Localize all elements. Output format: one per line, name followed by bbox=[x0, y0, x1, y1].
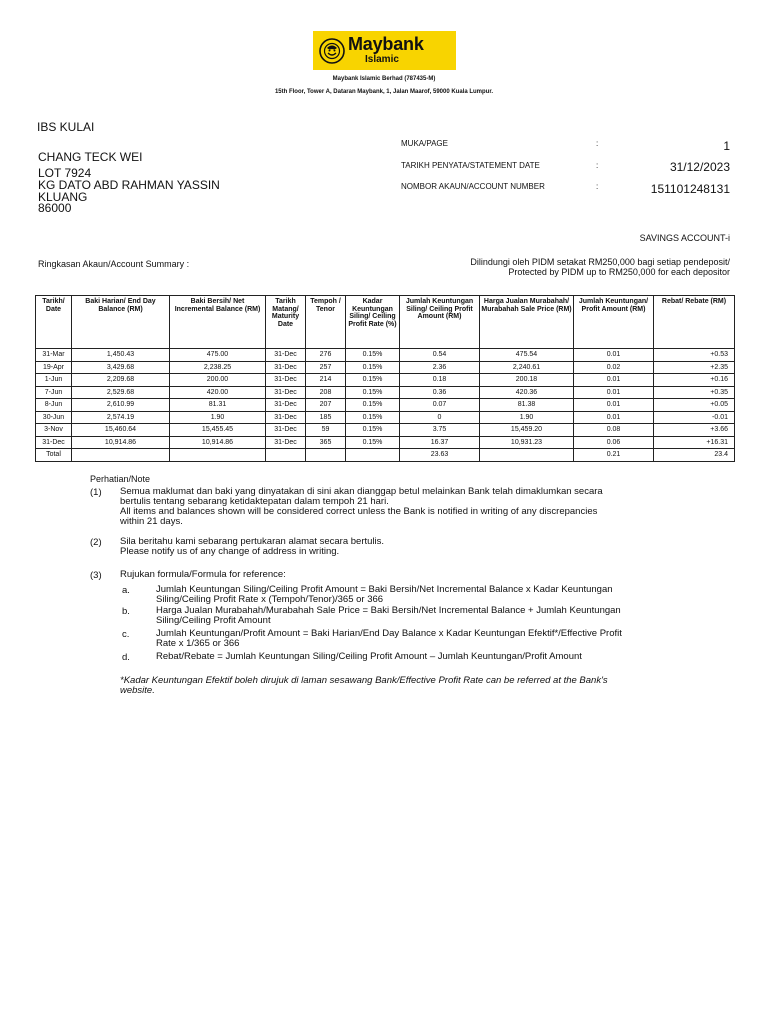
summary-heading: Ringkasan Akaun/Account Summary : bbox=[38, 259, 190, 269]
formula-a-line-1: Jumlah Keuntungan Siling/Ceiling Profit Amount = Baki Bersih/Net Incremental Balance x Kadar Keuntungan bbox=[156, 584, 613, 595]
table-cell: 0.06 bbox=[574, 436, 654, 449]
table-cell: 2,529.68 bbox=[72, 386, 170, 399]
tiger-emblem-icon bbox=[319, 38, 345, 64]
column-header: Jumlah Keuntungan Siling/ Ceiling Profit Amount (RM) bbox=[400, 296, 480, 349]
table-cell: 31-Dec bbox=[266, 411, 306, 424]
company-name: Maybank Islamic Berhad (787435-M) bbox=[332, 76, 436, 82]
table-cell bbox=[170, 449, 266, 462]
note-1-number: (1) bbox=[90, 487, 102, 498]
formula-b-letter: b. bbox=[122, 606, 130, 617]
table-row bbox=[36, 424, 735, 437]
table-cell: 214 bbox=[306, 374, 346, 387]
table-cell: 31-Dec bbox=[266, 386, 306, 399]
table-cell: +3.66 bbox=[654, 424, 735, 437]
formula-d-line-1: Rebat/Rebate = Jumlah Keuntungan Siling/Ceiling Profit Amount – Jumlah Keuntungan/Profit Amount bbox=[156, 651, 582, 662]
table-cell: 2,209.68 bbox=[72, 374, 170, 387]
formula-b-line-1: Harga Jualan Murabahah/Murabahah Sale Price = Baki Bersih/Net Incremental Balance + Jumlah Keuntungan bbox=[156, 605, 621, 616]
table-cell: 19-Apr bbox=[36, 361, 72, 374]
table-row bbox=[36, 349, 735, 362]
table-cell: 207 bbox=[306, 399, 346, 412]
table-cell: 257 bbox=[306, 361, 346, 374]
pidm-line-2: Protected by PIDM up to RM250,000 for each depositor bbox=[508, 267, 730, 277]
table-cell: +0.05 bbox=[654, 399, 735, 412]
formula-a bbox=[156, 585, 676, 605]
table-cell: 0.15% bbox=[346, 349, 400, 362]
table-cell: 3,429.68 bbox=[72, 361, 170, 374]
table-row bbox=[36, 374, 735, 387]
table-cell: 0.01 bbox=[574, 386, 654, 399]
account-number-value: 151101248131 bbox=[650, 182, 730, 196]
logo-wordmark: Maybank bbox=[348, 34, 424, 54]
formula-c-line-1: Jumlah Keuntungan/Profit Amount = Baki Harian/End Day Balance x Kadar Keuntungan Efektif*/Effective Profit bbox=[156, 628, 622, 639]
column-header: Tempoh / Tenor bbox=[306, 296, 346, 349]
note-1-line-3: All items and balances shown will be considered correct unless the Bank is notified in writing of any discrepancies bbox=[120, 506, 598, 517]
customer-name: CHANG TECK WEI bbox=[38, 150, 143, 164]
table-cell: +0.16 bbox=[654, 374, 735, 387]
formula-d bbox=[156, 652, 676, 662]
table-cell: 185 bbox=[306, 411, 346, 424]
address-line-3: KLUANG bbox=[38, 190, 88, 204]
pidm-line-1: Dilindungi oleh PIDM setakat RM250,000 bagi setiap pendeposit/ bbox=[470, 257, 730, 267]
table-cell: 81.38 bbox=[480, 399, 574, 412]
table-cell: 2,238.25 bbox=[170, 361, 266, 374]
notes-section bbox=[90, 474, 150, 484]
table-cell: 59 bbox=[306, 424, 346, 437]
table-cell bbox=[480, 449, 574, 462]
column-header: Tarikh Matang/ Maturity Date bbox=[266, 296, 306, 349]
table-cell: 0.01 bbox=[574, 399, 654, 412]
table-cell: 15,459.20 bbox=[480, 424, 574, 437]
table-cell: 0.15% bbox=[346, 386, 400, 399]
table-cell: +0.53 bbox=[654, 349, 735, 362]
table-cell: 0.18 bbox=[400, 374, 480, 387]
footnote bbox=[120, 676, 690, 696]
branch-name: IBS KULAI bbox=[37, 120, 95, 134]
table-cell: 1.90 bbox=[480, 411, 574, 424]
company-address: 15th Floor, Tower A, Dataran Maybank, 1, Jalan Maarof, 59000 Kuala Lumpur. bbox=[274, 89, 494, 95]
table-cell: -0.01 bbox=[654, 411, 735, 424]
column-header: Baki Harian/ End Day Balance (RM) bbox=[72, 296, 170, 349]
table-cell: 1,450.43 bbox=[72, 349, 170, 362]
table-cell: 31-Dec bbox=[266, 399, 306, 412]
table-cell: 0.54 bbox=[400, 349, 480, 362]
table-cell: +2.35 bbox=[654, 361, 735, 374]
table-cell: 420.00 bbox=[170, 386, 266, 399]
note-2-line-1: Sila beritahu kami sebarang pertukaran alamat secara bertulis. bbox=[120, 536, 385, 547]
formula-c-line-2: Rate x 1/365 or 366 bbox=[156, 638, 240, 649]
logo-subtitle: Islamic bbox=[365, 54, 399, 65]
table-cell: 0.15% bbox=[346, 399, 400, 412]
table-cell: 16.37 bbox=[400, 436, 480, 449]
table-cell: 475.00 bbox=[170, 349, 266, 362]
table-cell: 2,240.61 bbox=[480, 361, 574, 374]
note-3-title: Rujukan formula/Formula for reference: bbox=[120, 569, 286, 580]
note-2 bbox=[120, 537, 680, 557]
formula-c bbox=[156, 629, 676, 649]
table-cell: 200.18 bbox=[480, 374, 574, 387]
page-value: 1 bbox=[723, 139, 730, 153]
note-3-number: (3) bbox=[90, 570, 102, 581]
table-cell bbox=[72, 449, 170, 462]
table-row bbox=[36, 386, 735, 399]
table-cell: 8-Jun bbox=[36, 399, 72, 412]
table-cell: 31-Dec bbox=[266, 374, 306, 387]
table-cell: 31-Dec bbox=[266, 361, 306, 374]
table-cell: 10,931.23 bbox=[480, 436, 574, 449]
note-1 bbox=[120, 487, 680, 527]
pidm-notice bbox=[470, 257, 730, 277]
table-cell: 1-Jun bbox=[36, 374, 72, 387]
table-cell: 2,610.99 bbox=[72, 399, 170, 412]
note-2-number: (2) bbox=[90, 537, 102, 548]
table-cell: 31-Dec bbox=[266, 349, 306, 362]
account-type: SAVINGS ACCOUNT-i bbox=[639, 233, 730, 243]
table-cell bbox=[346, 449, 400, 462]
table-cell: 23.63 bbox=[400, 449, 480, 462]
table-cell: 0.15% bbox=[346, 411, 400, 424]
page-label: MUKA/PAGE bbox=[401, 139, 448, 148]
note-1-line-1: Semua maklumat dan baki yang dinyatakan di sini akan dianggap betul melainkan Bank telah dimaklumkan secara bbox=[120, 486, 603, 497]
account-number-label: NOMBOR AKAUN/ACCOUNT NUMBER bbox=[401, 182, 545, 191]
table-cell: 0.21 bbox=[574, 449, 654, 462]
table-cell: 0.15% bbox=[346, 361, 400, 374]
table-cell: 0.02 bbox=[574, 361, 654, 374]
column-header: Tarikh/ Date bbox=[36, 296, 72, 349]
formula-b bbox=[156, 606, 676, 626]
table-cell: 0.07 bbox=[400, 399, 480, 412]
table-header-row bbox=[36, 296, 735, 349]
table-cell: 10,914.86 bbox=[72, 436, 170, 449]
table-cell: 31-Dec bbox=[36, 436, 72, 449]
formula-a-letter: a. bbox=[122, 585, 130, 596]
address-line-1: LOT 7924 bbox=[38, 166, 92, 180]
address-line-4: 86000 bbox=[38, 201, 72, 215]
table-cell: 0.36 bbox=[400, 386, 480, 399]
table-cell: 3.75 bbox=[400, 424, 480, 437]
table-cell: 31-Dec bbox=[266, 436, 306, 449]
table-cell: 0.15% bbox=[346, 374, 400, 387]
table-row bbox=[36, 411, 735, 424]
table-cell: 0.08 bbox=[574, 424, 654, 437]
formula-c-letter: c. bbox=[122, 629, 130, 640]
account-summary-table bbox=[35, 295, 735, 462]
table-cell: 276 bbox=[306, 349, 346, 362]
notes-title: Perhatian/Note bbox=[90, 474, 151, 484]
footnote-line-1: *Kadar Keuntungan Efektif boleh dirujuk di laman sesawang Bank/Effective Profit Rate can be referred at the Bank's bbox=[120, 675, 608, 686]
table-cell: 200.00 bbox=[170, 374, 266, 387]
table-cell: 31-Mar bbox=[36, 349, 72, 362]
column-header: Kadar Keuntungan Siling/ Ceiling Profit Rate (%) bbox=[346, 296, 400, 349]
table-cell bbox=[306, 449, 346, 462]
page-colon: : bbox=[596, 139, 599, 148]
column-header: Jumlah Keuntungan/ Profit Amount (RM) bbox=[574, 296, 654, 349]
table-cell bbox=[266, 449, 306, 462]
table-cell: +16.31 bbox=[654, 436, 735, 449]
maybank-logo bbox=[313, 31, 456, 70]
table-cell: 23.4 bbox=[654, 449, 735, 462]
table-row bbox=[36, 436, 735, 449]
table-cell: 0 bbox=[400, 411, 480, 424]
column-header: Harga Jualan Murabahah/ Murabahah Sale Price (RM) bbox=[480, 296, 574, 349]
table-cell: 10,914.86 bbox=[170, 436, 266, 449]
table-cell: 0.01 bbox=[574, 349, 654, 362]
table-cell: 81.31 bbox=[170, 399, 266, 412]
table-cell: 2.36 bbox=[400, 361, 480, 374]
table-cell: 0.01 bbox=[574, 411, 654, 424]
address-line-2: KG DATO ABD RAHMAN YASSIN bbox=[38, 178, 220, 192]
column-header: Rebat/ Rebate (RM) bbox=[654, 296, 735, 349]
table-cell: 3-Nov bbox=[36, 424, 72, 437]
table-cell: 7-Jun bbox=[36, 386, 72, 399]
table-row bbox=[36, 399, 735, 412]
statement-date-value: 31/12/2023 bbox=[669, 160, 730, 174]
table-cell: 365 bbox=[306, 436, 346, 449]
table-cell: 15,455.45 bbox=[170, 424, 266, 437]
table-cell: 1.90 bbox=[170, 411, 266, 424]
formula-b-line-2: Siling/Ceiling Profit Amount bbox=[156, 615, 271, 626]
table-cell: 2,574.19 bbox=[72, 411, 170, 424]
table-row bbox=[36, 361, 735, 374]
footnote-line-2: website. bbox=[120, 685, 155, 696]
table-cell: 31-Dec bbox=[266, 424, 306, 437]
table-cell: 0.15% bbox=[346, 436, 400, 449]
table-cell: 15,460.64 bbox=[72, 424, 170, 437]
note-1-line-4: within 21 days. bbox=[120, 516, 183, 527]
column-header: Baki Bersih/ Net Incremental Balance (RM) bbox=[170, 296, 266, 349]
formula-a-line-2: Siling/Ceiling Profit Rate x (Tempoh/Tenor)/365 or 366 bbox=[156, 594, 384, 605]
table-cell: Total bbox=[36, 449, 72, 462]
table-cell: 0.01 bbox=[574, 374, 654, 387]
table-cell: +0.35 bbox=[654, 386, 735, 399]
table-cell: 475.54 bbox=[480, 349, 574, 362]
table-cell: 30-Jun bbox=[36, 411, 72, 424]
note-2-line-2: Please notify us of any change of address in writing. bbox=[120, 546, 340, 557]
note-1-line-2: bertulis tentang sebarang ketidaktepatan dalam tempoh 21 hari. bbox=[120, 496, 389, 507]
statement-date-label: TARIKH PENYATA/STATEMENT DATE bbox=[401, 161, 540, 170]
statement-date-colon: : bbox=[596, 161, 599, 170]
table-cell: 208 bbox=[306, 386, 346, 399]
table-cell: 420.36 bbox=[480, 386, 574, 399]
table-cell: 0.15% bbox=[346, 424, 400, 437]
account-number-colon: : bbox=[596, 182, 599, 191]
formula-d-letter: d. bbox=[122, 652, 130, 663]
table-total-row bbox=[36, 449, 735, 462]
